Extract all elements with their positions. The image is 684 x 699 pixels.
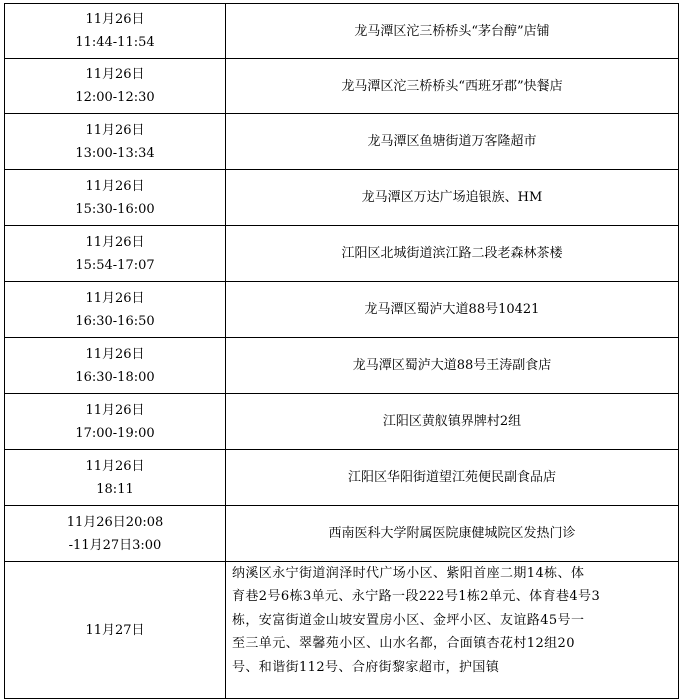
place-cell: 龙马潭区蜀泸大道88号10421 [226,282,679,338]
place-cell: 西南医科大学附属医院康健城院区发热门诊 [226,506,679,562]
time-cell [5,59,226,114]
place-cell: 龙马潭区沱三桥桥头“茅台醇”店铺 [226,4,679,59]
time-cell [5,450,226,506]
date-text: 11月26日 [85,178,145,194]
time-cell [5,338,226,394]
place-list-line: 号、和谐街112号、合府街黎家超市，护国镇 [232,659,500,675]
time-text: -11月27日3:00 [68,537,162,553]
place-list-cell [226,562,679,699]
table-row [5,59,679,114]
time-text: 16:30-18:00 [75,369,155,385]
table-row [5,282,679,338]
table-row [5,394,679,450]
table-row [5,338,679,394]
place-list-line: 纳溪区永宁街道润泽时代广场小区、紫阳首座二期14栋、体 [232,566,585,581]
place-cell: 江阳区华阳街道望江苑便民副食品店 [226,450,679,506]
date-text: 11月26日 [85,234,145,250]
table-row [5,506,679,562]
date-text: 11月26日 [85,67,145,82]
time-cell [5,226,226,282]
place-list-line: 至三单元、翠馨苑小区、山水名都，合面镇杏花村12组20 [232,636,575,652]
date-text: 11月26日20:08 [66,514,164,530]
date-cell: 11月27日 [5,562,226,699]
time-text: 17:00-19:00 [75,425,155,441]
place-list-line: 育巷2号6栋3单元、永宁路一段222号1栋2单元、体育巷4号3 [232,589,601,605]
place-cell: 龙马潭区蜀泸大道88号王涛副食店 [226,338,679,394]
place-cell: 江阳区北城街道滨江路二段老森林茶楼 [226,226,679,282]
place-cell: 龙马潭区万达广场追银族、HM [226,170,679,226]
location-schedule-table [4,3,679,699]
date-text: 11月26日 [85,402,145,418]
time-cell [5,282,226,338]
time-cell [5,506,226,562]
date-text: 11月26日 [85,458,145,474]
time-text: 15:54-17:07 [75,257,155,273]
place-cell: 龙马潭区沱三桥桥头“西班牙郡”快餐店 [226,59,679,114]
table-row [5,562,679,699]
date-text: 11月26日 [85,346,145,362]
time-text: 13:00-13:34 [75,145,155,161]
time-text: 15:30-16:00 [75,201,155,217]
place-cell: 江阳区黄舣镇界牌村2组 [226,394,679,450]
time-cell [5,394,226,450]
time-text: 18:11 [96,481,134,497]
place-cell: 龙马潭区鱼塘街道万客隆超市 [226,114,679,170]
table-row [5,114,679,170]
time-text: 12:00-12:30 [75,90,155,105]
table-row [5,4,679,59]
table-row [5,226,679,282]
time-cell [5,4,226,59]
table-row [5,450,679,506]
date-text: 11月26日 [85,122,145,138]
place-list-line: 栋，安富街道金山坡安置房小区、金坪小区、友谊路45号一 [232,612,585,628]
time-cell [5,114,226,170]
date-text: 11月26日 [85,12,145,27]
date-text: 11月26日 [85,290,145,306]
table-row [5,170,679,226]
time-cell [5,170,226,226]
time-text: 16:30-16:50 [75,313,155,329]
time-text: 11:44-11:54 [75,35,155,50]
